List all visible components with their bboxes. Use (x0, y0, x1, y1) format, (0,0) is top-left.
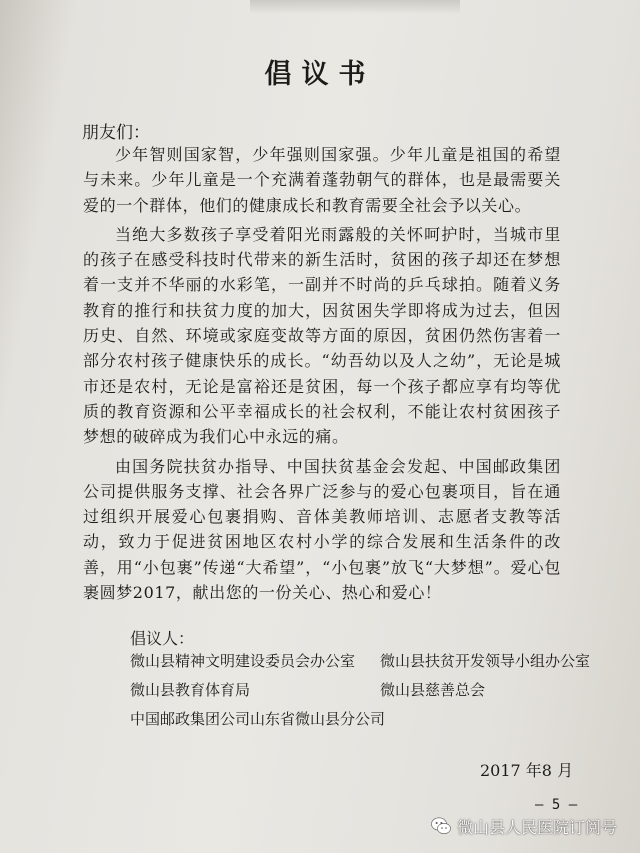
paragraph: 由国务院扶贫办指导、中国扶贫基金会发起、中国邮政集团公司提供服务支撑、社会各界广泛参与的爱心包裹项目，旨在通过组织开展爱心包裹捐购、音体美教师培训、志愿者支教等活动，致力于促进贫困地区农村小学的综合发展和生活条件的改善，用“小包裹”传递“大希望”，“小包裹”放飞“大梦想”。爱心包裹圆梦2017，献出您的一份关心、热心和爱心！ (83, 456, 561, 603)
salutation: 朋友们： (82, 123, 150, 143)
watermark-text: 微山县人民医院订阅号 (457, 817, 618, 837)
document-date: 2017 年8 月 (480, 761, 574, 780)
account-watermark (430, 812, 617, 840)
initiators-label: 倡议人： (130, 629, 195, 648)
paragraph: 当绝大多数孩子享受着阳光雨露般的关怀呵护时，当城市里的孩子在感受科技时代带来的新生活时，贫困的孩子却还在梦想着一支并不华丽的水彩笔，一副并不时尚的乒乓球拍。随着义务教育的推行和扶贫力度的加大，因贫困失学即将成为过去，但因历史、自然、环境或家庭变故等方面的原因，贫困仍然伤害着一部分农村孩子健康快乐的成长。“幼吾幼以及人之幼”，无论是城市还是农村，无论是富裕还是贫困，每一个孩子都应享有均等优质的教育资源和公平幸福成长的社会权利，不能让农村贫困孩子梦想的破碎成为我们心中永远的痛。 (83, 224, 561, 447)
initiator-org: 微山县扶贫开发领导小组办公室 (380, 652, 591, 670)
initiator-org: 中国邮政集团公司山东省微山县分公司 (130, 710, 386, 728)
wechat-icon (430, 815, 452, 837)
document-title: 倡议书 (264, 59, 376, 90)
page-number: — 5 — (535, 797, 578, 813)
initiator-org: 微山县教育体育局 (130, 681, 251, 699)
initiator-org: 微山县精神文明建设委员会办公室 (130, 652, 356, 670)
letter-body (83, 142, 561, 609)
paragraph: 少年智则国家智，少年强则国家强。少年儿童是祖国的希望与未来。少年儿童是一个充满着蓬勃朝气的群体，也是最需要关爱的一个群体，他们的健康成长和教育需要全社会予以关心。 (83, 145, 561, 215)
print-bleed (250, 0, 460, 14)
initiator-org: 微山县慈善总会 (380, 681, 486, 699)
